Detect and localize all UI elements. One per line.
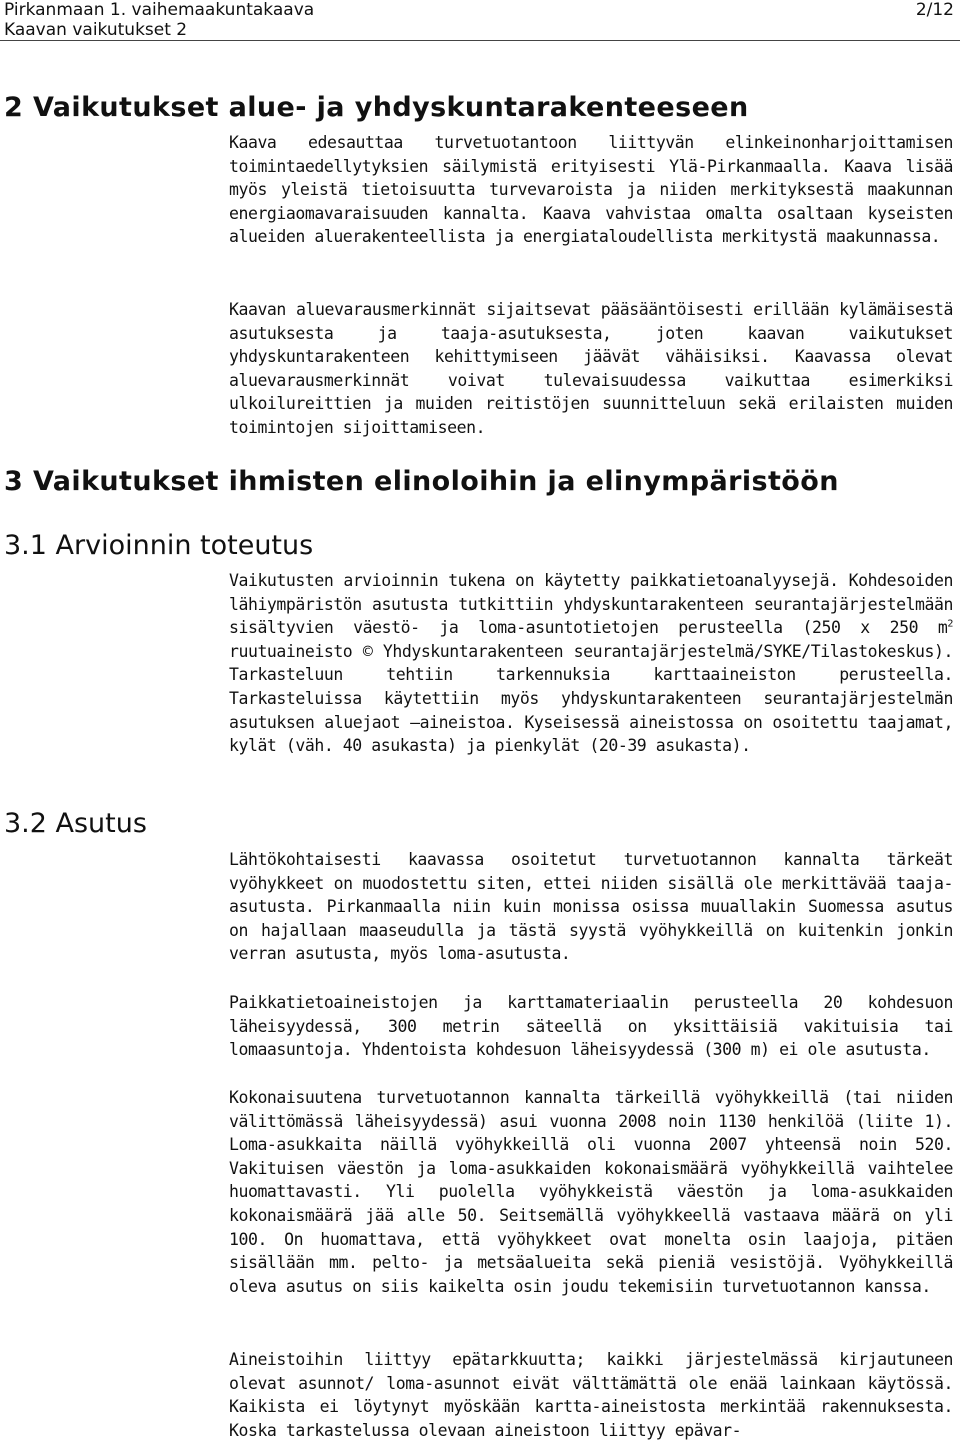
section-3-2-heading: 3.2 Asutus: [4, 808, 147, 839]
section-3-2-paragraph-1: Lähtökohtaisesti kaavassa osoitetut turvetuotannon kannalta tärkeät vyöhykkeet on muodostettu siten, ettei niiden sisällä ole merkittävää taaja-asutusta. Pirkanmaalla niin kuin monissa osissa muuallakin Suomessa asutus on hajallaan maaseudulla ja tästä syystä vyöhykkeillä on kuitenkin jonkin verran asutusta, myös loma-asutusta.: [229, 850, 953, 964]
section-3-1-text-a: Vaikutusten arvioinnin tukena on käytetty paikkatietoanalyysejä. Kohdesoiden lähiympäristön asutusta tutkittiin yhdyskuntarakenteen seurantajärjestelmään sisältyvien väestö- ja loma-asuntotietojen perusteella (250 x 250 m: [229, 571, 953, 638]
section-3-2-paragraph-3: Kokonaisuutena turvetuotannon kannalta tärkeillä vyöhykkeillä (tai niiden välittömässä läheisyydessä) asui vuonna 2008 noin 1130 henkilöä (liite 1). Loma-asukkaita näillä vyöhykkeillä oli vuonna 2007 yhteensä noin 520. Vakituisen väestön ja loma-asukkaiden kokonaismäärä vyöhykkeillä vaihtelee huomattavasti. Yli puolella vyöhykkeistä väestön ja loma-asukkaiden kokonaismäärä jää alle 50. Seitsemällä vyöhykkeellä vastaava määrä on yli 100. On huomattava, että vyöhykkeet ovat monelta osin laajoja, pitäen sisällään mm. pelto- ja metsäalueita sekä pieniä vesistöjä. Vyöhykkeillä oleva asutus on siis kaikelta osin joudu tekemisiin turvetuotannon kanssa.: [229, 1088, 953, 1296]
document-title: Pirkanmaan 1. vaihemaakuntakaava: [4, 0, 315, 20]
page-number: 2/12: [915, 0, 954, 20]
section-3-2-paragraph-4: Aineistoihin liittyy epätarkkuutta; kaikki järjestelmässä kirjautuneen olevat asunnot/ loma-asunnot eivät välttämättä ole enää lainkaan käytössä. Kaikista ei löytynyt myöskään kartta-aineistosta merkintää rakennuksesta. Koska tarkastelussa olevaan aineistoon liittyy epävar-: [229, 1350, 953, 1440]
section-3-2-paragraph-2: Paikkatietoaineistojen ja karttamateriaalin perusteella 20 kohdesuon läheisyydessä, 300 metrin säteellä on yksittäisiä vakituisia tai lomaasuntoja. Yhdentoista kohdesuon läheisyydessä (300 m) ei ole asutusta.: [229, 993, 953, 1060]
header-left: [4, 0, 314, 40]
section-3-heading: 3 Vaikutukset ihmisten elinoloihin ja elinympäristöön: [4, 466, 839, 497]
section-3-1-paragraph: [229, 569, 953, 758]
section-3-1-heading: 3.1 Arvioinnin toteutus: [4, 530, 314, 561]
page-header: [0, 0, 960, 41]
superscript-2: 2: [947, 618, 953, 630]
document-subtitle: Kaavan vaikutukset 2: [4, 20, 188, 40]
section-2-paragraph-2: Kaavan aluevarausmerkinnät sijaitsevat pääsääntöisesti erillään kylämäisestä asutuksesta ja taaja-asutuksesta, joten kaavan vaikutukset yhdyskuntarakenteen kehittymiseen jäävät vähäisiksi. Kaavassa olevat aluevarausmerkinnät voivat tulevaisuudessa vaikuttaa esimerkiksi ulkoilureittien ja muiden reitistöjen suunnitteluun sekä erilaisten muiden toimintojen sijoittamiseen.: [229, 300, 953, 437]
section-2-paragraph-1: Kaava edesauttaa turvetuotantoon liittyvän elinkeinonharjoittamisen toimintaedellytyksien säilymistä erityisesti Ylä-Pirkanmaalla. Kaava lisää myös yleistä tietoisuutta turvevaroista ja niiden merkityksestä maakunnan energiaomavaraisuuden kannalta. Kaava vahvistaa omalta osaltaan kyseisten alueiden aluerakenteellista ja energiataloudellista merkitystä maakunnassa.: [229, 133, 953, 247]
section-3-1-text-b: ruutuaineisto © Yhdyskuntarakenteen seurantajärjestelmä/SYKE/Tilastokeskus). Tarkasteluun tehtiin tarkennuksia karttaaineiston perusteella. Tarkasteluissa käytettiin myös yhdyskuntarakenteen seurantajärjestelmän asutuksen aluejaot –aineistoa. Kyseisessä aineistossa on osoitettu taajamat, kylät (väh. 40 asukasta) ja pienkylät (20-39 asukasta).: [229, 641, 953, 756]
section-2-heading: 2 Vaikutukset alue- ja yhdyskuntarakenteeseen: [4, 92, 749, 123]
